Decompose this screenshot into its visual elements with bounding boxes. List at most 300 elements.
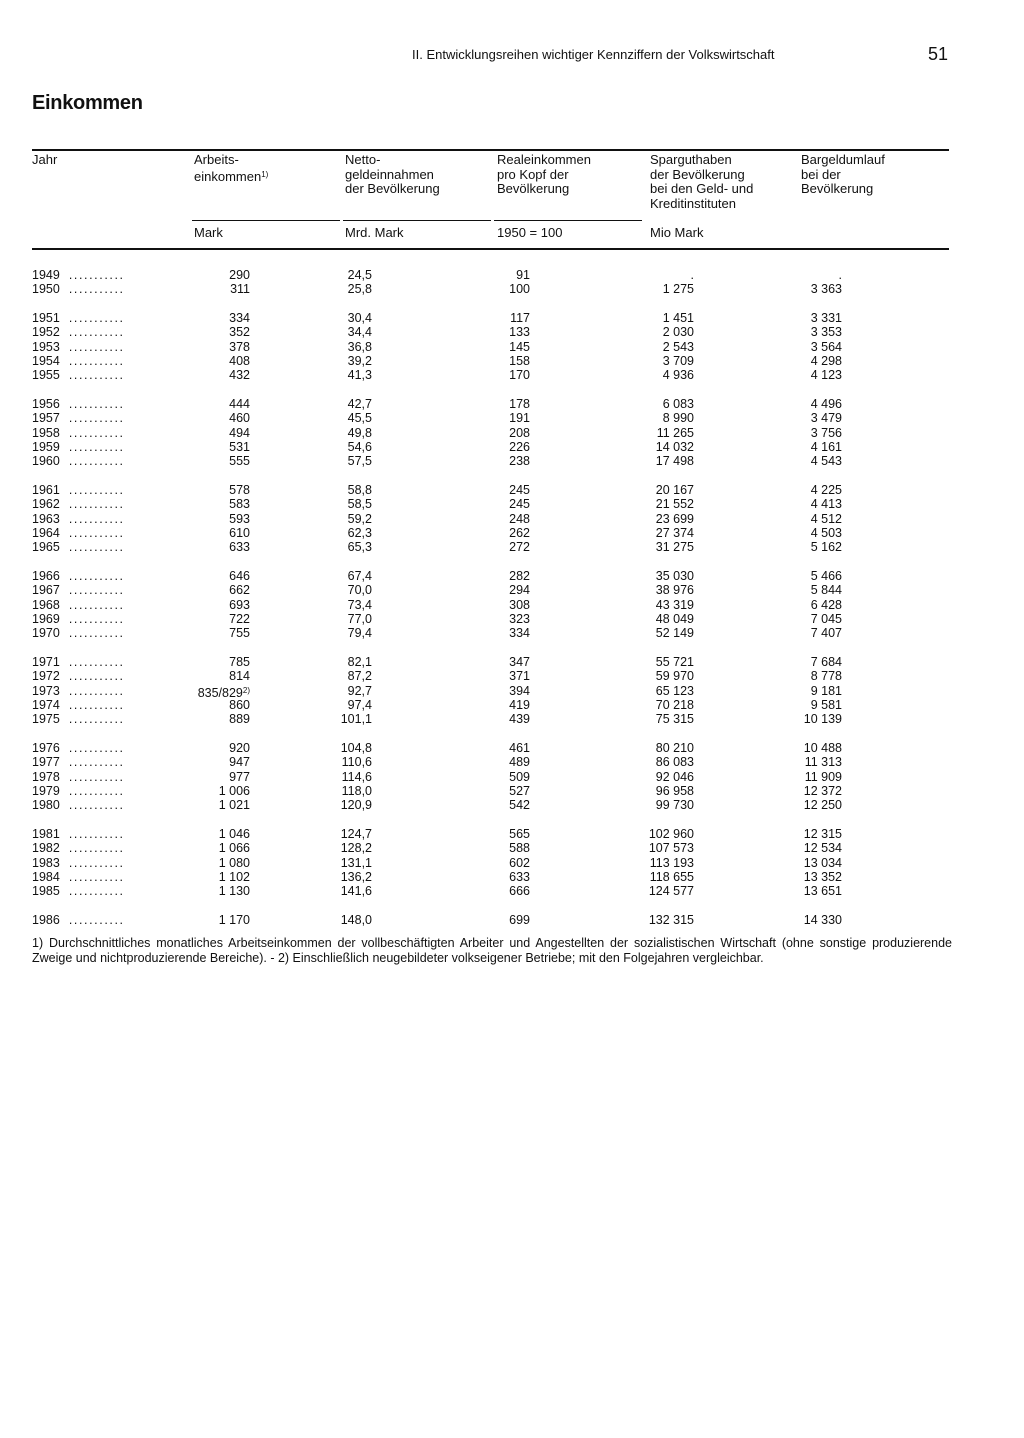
unit-rule-mark: [192, 220, 340, 221]
bargeldumlauf-cell: 4 413: [810, 497, 842, 512]
leader-dots: ...........: [68, 654, 125, 669]
table-row: [0, 583, 1024, 597]
table-row: [0, 626, 1024, 640]
sparguthaben-cell: 21 552: [655, 497, 694, 512]
nettogeldeinnahmen-cell: 30,4: [347, 310, 372, 325]
bargeldumlauf-cell: 7 684: [810, 654, 842, 669]
leader-dots: ...........: [68, 368, 125, 383]
sparguthaben-cell: 55 721: [655, 654, 694, 669]
table-row: [0, 440, 1024, 454]
arbeitseinkommen-cell: 646: [229, 568, 250, 583]
nettogeldeinnahmen-cell: 114,6: [341, 769, 372, 784]
realeinkommen-cell: 117: [510, 310, 530, 325]
nettogeldeinnahmen-cell: 54,6: [347, 440, 372, 454]
arbeitseinkommen-cell: 860: [229, 698, 250, 712]
bargeldumlauf-cell: 4 496: [810, 396, 842, 411]
nettogeldeinnahmen-cell: 57,5: [347, 454, 372, 469]
bargeldumlauf-cell: 13 034: [803, 855, 842, 870]
leader-dots: ...........: [68, 411, 125, 426]
bargeldumlauf-cell: 12 372: [803, 784, 842, 798]
column-header-line: geldeinnahmen: [345, 166, 434, 182]
leader-dots: ...........: [68, 755, 125, 770]
table-row: [0, 282, 1024, 296]
nettogeldeinnahmen-cell: 25,8: [347, 282, 372, 297]
column-header-2: [345, 153, 440, 197]
realeinkommen-cell: 509: [509, 769, 530, 784]
sparguthaben-cell: 43 319: [655, 597, 694, 612]
sparguthaben-cell: 1 275: [662, 282, 694, 297]
nettogeldeinnahmen-cell: 39,2: [347, 354, 372, 368]
year-label: 1977: [32, 755, 60, 770]
table-row: [0, 784, 1024, 798]
bargeldumlauf-cell: 13 651: [803, 884, 842, 899]
arbeitseinkommen-cell: 555: [229, 454, 250, 469]
sparguthaben-cell: 11 265: [656, 425, 694, 440]
bargeldumlauf-cell: 13 352: [803, 870, 842, 884]
column-header-line: pro Kopf der: [497, 166, 569, 182]
column-header-5: [801, 153, 885, 197]
arbeitseinkommen-cell: 378: [229, 339, 250, 354]
arbeitseinkommen-cell: 722: [229, 612, 250, 626]
year-cell: [32, 741, 172, 755]
nettogeldeinnahmen-cell: 45,5: [347, 411, 372, 426]
sparguthaben-cell: 3 709: [662, 354, 694, 368]
year-label: 1979: [32, 784, 60, 798]
table-row: [0, 340, 1024, 354]
arbeitseinkommen-cell: 593: [229, 511, 250, 526]
arbeitseinkommen-cell: 460: [229, 411, 250, 426]
nettogeldeinnahmen-cell: 62,3: [347, 526, 372, 540]
leader-dots: ...........: [68, 325, 125, 340]
table-row: [0, 354, 1024, 368]
realeinkommen-cell: 602: [509, 855, 530, 870]
footnote-marker: 2): [242, 685, 250, 695]
sparguthaben-cell: 52 149: [655, 626, 694, 641]
sparguthaben-cell: 38 976: [655, 583, 694, 598]
realeinkommen-cell: 262: [509, 526, 530, 540]
table-row: [0, 712, 1024, 726]
leader-dots: ...........: [68, 526, 125, 540]
leader-dots: ...........: [68, 396, 125, 411]
arbeitseinkommen-cell: 1 066: [218, 841, 250, 856]
leader-dots: ...........: [68, 698, 125, 712]
realeinkommen-cell: 308: [509, 597, 530, 612]
year-label: 1965: [32, 540, 60, 555]
sparguthaben-cell: 8 990: [662, 411, 694, 426]
bargeldumlauf-cell: 12 250: [803, 798, 842, 813]
arbeitseinkommen-cell: 1 130: [218, 884, 250, 899]
year-cell: [32, 426, 172, 440]
arbeitseinkommen-cell: 1 046: [218, 826, 250, 841]
table-row: [0, 512, 1024, 526]
year-cell: [32, 770, 172, 784]
column-header-4: [650, 153, 753, 211]
column-header-line: bei der: [801, 166, 841, 182]
table-row: [0, 870, 1024, 884]
year-label: 1952: [32, 325, 60, 340]
bargeldumlauf-cell: 12 315: [803, 826, 842, 841]
arbeitseinkommen-cell: 977: [229, 769, 250, 784]
arbeitseinkommen-cell: 633: [229, 540, 250, 555]
nettogeldeinnahmen-cell: 92,7: [347, 683, 372, 698]
year-label: 1985: [32, 884, 60, 899]
sparguthaben-cell: 102 960: [648, 826, 694, 841]
bargeldumlauf-cell: 7 407: [810, 626, 842, 641]
nettogeldeinnahmen-cell: 148,0: [340, 912, 372, 927]
arbeitseinkommen-cell: 889: [229, 712, 250, 727]
arbeitseinkommen-cell: 444: [229, 396, 250, 411]
bargeldumlauf-cell: 3 353: [810, 325, 842, 340]
year-cell: [32, 497, 172, 511]
sparguthaben-cell: 31 275: [655, 540, 694, 555]
leader-dots: ...........: [68, 626, 125, 641]
section-title: Einkommen: [32, 92, 143, 114]
footnote-marker: 1): [261, 169, 269, 179]
sparguthaben-cell: 99 730: [655, 798, 694, 813]
year-cell: [32, 526, 172, 540]
running-head: II. Entwicklungsreihen wichtiger Kennziffern der Volkswirtschaft: [412, 47, 775, 62]
bargeldumlauf-cell: 3 363: [810, 282, 842, 297]
year-cell: [32, 440, 172, 454]
sparguthaben-cell: 65 123: [655, 683, 694, 698]
table-row: [0, 598, 1024, 612]
table-row: [0, 268, 1024, 282]
sparguthaben-cell: 2 030: [662, 325, 694, 340]
year-cell: [32, 870, 172, 884]
realeinkommen-cell: 588: [509, 841, 530, 856]
column-header-line: Kreditinstituten: [650, 195, 736, 211]
realeinkommen-cell: 461: [509, 740, 530, 755]
year-cell: [32, 325, 172, 339]
table-row: [0, 454, 1024, 468]
nettogeldeinnahmen-cell: 34,4: [347, 325, 372, 340]
year-cell: [32, 397, 172, 411]
realeinkommen-cell: 248: [509, 511, 530, 526]
leader-dots: ...........: [68, 282, 125, 297]
sparguthaben-cell: 124 577: [648, 884, 694, 899]
bargeldumlauf-cell: 6 428: [810, 597, 842, 612]
year-label: 1983: [32, 855, 60, 870]
leader-dots: ...........: [68, 870, 125, 884]
arbeitseinkommen-cell: 432: [229, 368, 250, 383]
realeinkommen-cell: 100: [509, 282, 530, 297]
column-header-line: der Bevölkerung: [345, 181, 440, 196]
table-row: [0, 655, 1024, 669]
leader-dots: ...........: [68, 540, 125, 555]
sparguthaben-cell: 23 699: [655, 511, 694, 526]
bargeldumlauf-cell: 8 778: [810, 669, 842, 684]
table-row: [0, 540, 1024, 554]
nettogeldeinnahmen-cell: 58,5: [347, 497, 372, 512]
bargeldumlauf-cell: 5 162: [810, 540, 842, 555]
nettogeldeinnahmen-cell: 87,2: [347, 669, 372, 684]
realeinkommen-cell: 633: [509, 870, 530, 884]
leader-dots: ...........: [68, 712, 125, 727]
arbeitseinkommen-cell: 1 102: [218, 870, 250, 884]
realeinkommen-cell: 226: [509, 440, 530, 454]
sparguthaben-cell: 132 315: [648, 912, 694, 927]
leader-dots: ...........: [68, 268, 125, 282]
arbeitseinkommen-cell: 755: [229, 626, 250, 641]
year-label: 1964: [32, 526, 60, 540]
year-label: 1972: [32, 669, 60, 684]
year-cell: [32, 684, 172, 698]
realeinkommen-cell: 347: [509, 654, 530, 669]
column-header-line: Arbeits-: [194, 152, 239, 167]
year-label: 1963: [32, 511, 60, 526]
table-row: [0, 827, 1024, 841]
table-row: [0, 325, 1024, 339]
table-row: [0, 368, 1024, 382]
sparguthaben-cell: 35 030: [655, 568, 694, 583]
year-label: 1954: [32, 354, 60, 368]
nettogeldeinnahmen-cell: 79,4: [347, 626, 372, 641]
leader-dots: ...........: [68, 740, 125, 755]
nettogeldeinnahmen-cell: 101,1: [340, 712, 372, 727]
leader-dots: ...........: [68, 482, 125, 497]
sparguthaben-cell: 59 970: [655, 669, 694, 684]
realeinkommen-cell: 294: [509, 583, 530, 598]
year-label: 1959: [32, 440, 60, 454]
year-label: 1976: [32, 740, 60, 755]
leader-dots: ...........: [68, 597, 125, 612]
column-header-line: Realeinkommen: [497, 152, 591, 167]
column-unit-2: Mrd. Mark: [345, 225, 404, 240]
year-cell: [32, 827, 172, 841]
bargeldumlauf-cell: 4 503: [810, 526, 842, 540]
realeinkommen-cell: 323: [509, 612, 530, 626]
year-label: 1961: [32, 482, 60, 497]
arbeitseinkommen-cell: 531: [229, 440, 250, 454]
year-cell: [32, 368, 172, 382]
realeinkommen-cell: 282: [509, 568, 530, 583]
arbeitseinkommen-cell: 578: [229, 482, 250, 497]
table-row: [0, 526, 1024, 540]
nettogeldeinnahmen-cell: 58,8: [347, 482, 372, 497]
arbeitseinkommen-cell: 835/829$^{2)}$: [197, 685, 250, 700]
year-label: 1975: [32, 712, 60, 727]
realeinkommen-cell: 238: [509, 454, 530, 469]
table-row: [0, 684, 1024, 698]
realeinkommen-cell: 394: [509, 683, 530, 698]
leader-dots: ...........: [68, 855, 125, 870]
table-row: [0, 770, 1024, 784]
year-label: 1955: [32, 368, 60, 383]
year-cell: [32, 454, 172, 468]
column-header-line: Bevölkerung: [497, 181, 570, 196]
column-header-line: bei den Geld- und: [650, 181, 754, 196]
year-label: 1986: [32, 912, 60, 927]
bargeldumlauf-cell: 3 331: [810, 310, 842, 325]
leader-dots: ...........: [68, 884, 125, 899]
leader-dots: ...........: [68, 454, 125, 469]
column-unit-3: 1950 = 100: [497, 225, 563, 240]
sparguthaben-cell: 48 049: [655, 612, 694, 626]
nettogeldeinnahmen-cell: 41,3: [347, 368, 372, 383]
year-cell: [32, 268, 172, 282]
table-row: [0, 669, 1024, 683]
year-cell: [32, 669, 172, 683]
bargeldumlauf-cell: 9 581: [810, 698, 842, 712]
sparguthaben-cell: 96 958: [655, 784, 694, 798]
year-cell: [32, 626, 172, 640]
realeinkommen-cell: 699: [509, 912, 530, 927]
table-row: [0, 755, 1024, 769]
year-label: 1953: [32, 339, 60, 354]
leader-dots: ...........: [68, 583, 125, 598]
leader-dots: ...........: [68, 912, 125, 927]
realeinkommen-cell: 133: [509, 325, 530, 340]
arbeitseinkommen-cell: 583: [229, 497, 250, 512]
column-header-3: [497, 153, 591, 197]
year-cell: [32, 598, 172, 612]
table-row: [0, 741, 1024, 755]
year-cell: [32, 798, 172, 812]
sparguthaben-cell: 118 655: [649, 870, 694, 884]
year-label: 1974: [32, 698, 60, 712]
nettogeldeinnahmen-cell: 82,1: [347, 654, 372, 669]
table-row: [0, 497, 1024, 511]
realeinkommen-cell: 371: [509, 669, 530, 684]
table-header-rule: [32, 248, 949, 250]
column-header-0: [32, 153, 57, 168]
realeinkommen-cell: 527: [509, 784, 530, 798]
leader-dots: ...........: [68, 784, 125, 798]
nettogeldeinnahmen-cell: 59,2: [347, 511, 372, 526]
sparguthaben-cell: 14 032: [655, 440, 694, 454]
year-cell: [32, 712, 172, 726]
leader-dots: ...........: [68, 440, 125, 454]
leader-dots: ...........: [68, 826, 125, 841]
sparguthaben-cell: 75 315: [655, 712, 694, 727]
realeinkommen-cell: 170: [509, 368, 530, 383]
arbeitseinkommen-cell: 920: [229, 740, 250, 755]
leader-dots: ...........: [68, 769, 125, 784]
bargeldumlauf-cell: 5 466: [810, 568, 842, 583]
year-cell: [32, 411, 172, 425]
column-header-line: der Bevölkerung: [650, 166, 745, 182]
year-cell: [32, 311, 172, 325]
year-label: 1968: [32, 597, 60, 612]
bargeldumlauf-cell: 3 564: [810, 339, 842, 354]
bargeldumlauf-cell: 9 181: [810, 683, 842, 698]
leader-dots: ...........: [68, 841, 125, 856]
column-header-line: Jahr: [32, 152, 58, 167]
leader-dots: ...........: [68, 568, 125, 583]
year-label: 1978: [32, 769, 60, 784]
realeinkommen-cell: 542: [509, 798, 530, 813]
leader-dots: ...........: [68, 425, 125, 440]
table-row: [0, 569, 1024, 583]
table-top-rule: [32, 149, 949, 151]
sparguthaben-cell: 86 083: [655, 755, 694, 770]
year-cell: [32, 856, 172, 870]
nettogeldeinnahmen-cell: 141,6: [340, 884, 372, 899]
arbeitseinkommen-cell: 311: [230, 282, 250, 297]
bargeldumlauf-cell: 3 756: [810, 425, 842, 440]
bargeldumlauf-cell: 7 045: [810, 612, 842, 626]
year-cell: [32, 340, 172, 354]
sparguthaben-cell: 70 218: [655, 698, 694, 712]
column-header-line: Bargeldumlauf: [801, 152, 885, 167]
year-cell: [32, 583, 172, 597]
unit-rule-index: [494, 220, 642, 221]
year-cell: [32, 913, 172, 927]
nettogeldeinnahmen-cell: 120,9: [340, 798, 372, 813]
table-row: [0, 856, 1024, 870]
column-header-line: Netto-: [345, 152, 381, 167]
realeinkommen-cell: 666: [509, 884, 530, 899]
leader-dots: ...........: [68, 612, 125, 626]
leader-dots: ...........: [68, 669, 125, 684]
year-label: 1967: [32, 583, 60, 598]
nettogeldeinnahmen-cell: 128,2: [340, 841, 372, 856]
year-label: 1950: [32, 282, 60, 297]
year-cell: [32, 512, 172, 526]
year-label: 1958: [32, 425, 60, 440]
nettogeldeinnahmen-cell: 136,2: [340, 870, 372, 884]
year-cell: [32, 540, 172, 554]
table-row: [0, 411, 1024, 425]
arbeitseinkommen-cell: 814: [229, 669, 250, 684]
sparguthaben-cell: 4 936: [662, 368, 694, 383]
year-cell: [32, 784, 172, 798]
bargeldumlauf-cell: 4 298: [810, 354, 842, 368]
table-row: [0, 841, 1024, 855]
nettogeldeinnahmen-cell: 70,0: [347, 583, 372, 598]
year-label: 1970: [32, 626, 60, 641]
sparguthaben-cell: .: [690, 268, 694, 282]
nettogeldeinnahmen-cell: 118,0: [341, 784, 372, 798]
realeinkommen-cell: 489: [509, 755, 530, 770]
sparguthaben-cell: 27 374: [655, 526, 694, 540]
nettogeldeinnahmen-cell: 131,1: [340, 855, 372, 870]
year-cell: [32, 282, 172, 296]
nettogeldeinnahmen-cell: 49,8: [347, 425, 372, 440]
year-cell: [32, 354, 172, 368]
bargeldumlauf-cell: .: [838, 268, 842, 282]
realeinkommen-cell: 439: [509, 712, 530, 727]
sparguthaben-cell: 80 210: [655, 740, 694, 755]
sparguthaben-cell: 20 167: [655, 482, 694, 497]
realeinkommen-cell: 565: [509, 826, 530, 841]
realeinkommen-cell: 272: [509, 540, 530, 555]
table-row: [0, 798, 1024, 812]
sparguthaben-cell: 2 543: [662, 339, 694, 354]
nettogeldeinnahmen-cell: 36,8: [347, 339, 372, 354]
table-row: [0, 884, 1024, 898]
nettogeldeinnahmen-cell: 77,0: [347, 612, 372, 626]
year-label: 1956: [32, 396, 60, 411]
year-cell: [32, 884, 172, 898]
leader-dots: ...........: [68, 511, 125, 526]
bargeldumlauf-cell: 11 909: [804, 769, 842, 784]
nettogeldeinnahmen-cell: 73,4: [347, 597, 372, 612]
nettogeldeinnahmen-cell: 97,4: [347, 698, 372, 712]
table-row: [0, 426, 1024, 440]
bargeldumlauf-cell: 3 479: [810, 411, 842, 426]
year-label: 1973: [32, 683, 60, 698]
bargeldumlauf-cell: 10 139: [803, 712, 842, 727]
realeinkommen-cell: 178: [509, 396, 530, 411]
arbeitseinkommen-cell: 1 006: [218, 784, 250, 798]
nettogeldeinnahmen-cell: 104,8: [340, 740, 372, 755]
year-label: 1980: [32, 798, 60, 813]
bargeldumlauf-cell: 4 512: [810, 511, 842, 526]
sparguthaben-cell: 1 451: [662, 310, 694, 325]
table-row: [0, 311, 1024, 325]
leader-dots: ...........: [68, 310, 125, 325]
